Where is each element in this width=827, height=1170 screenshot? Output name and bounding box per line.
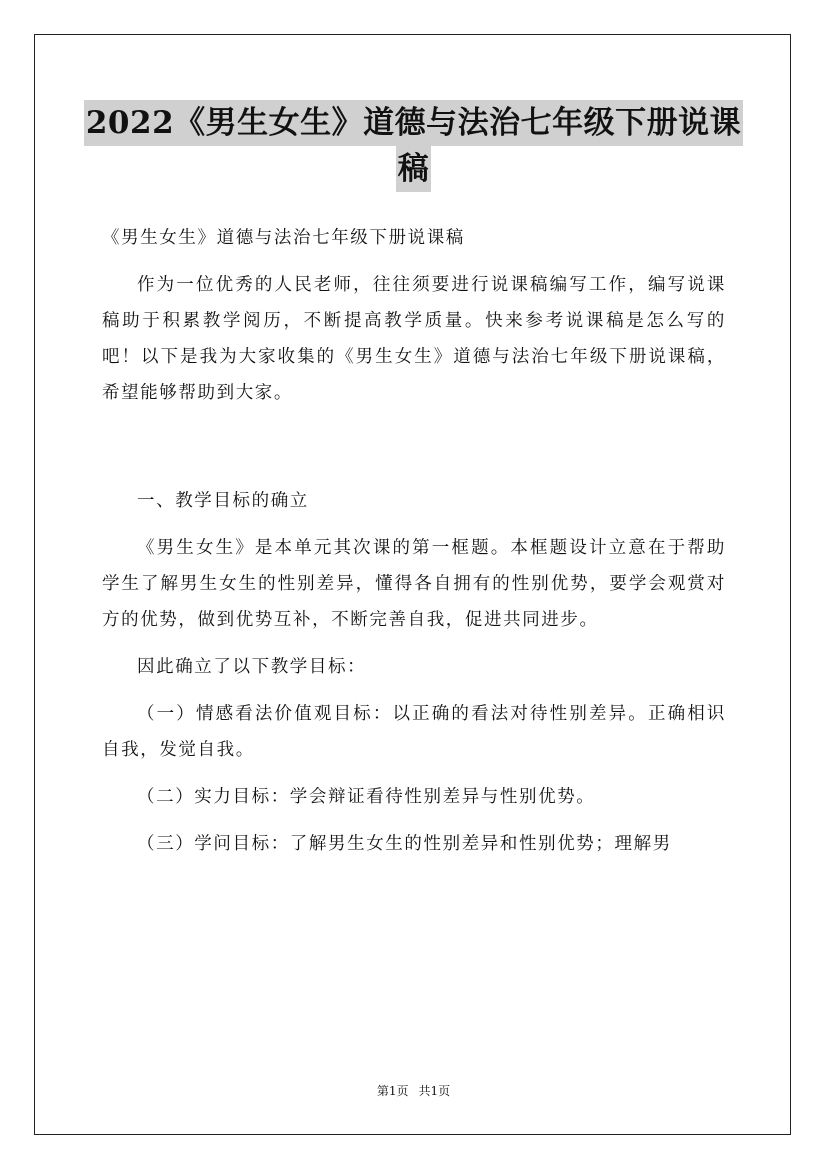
paragraph-goal-1: （一）情感看法价值观目标：以正确的看法对待性别差异。正确相识自我，发觉自我。: [102, 704, 726, 760]
paragraph-goals-intro: 因此确立了以下教学目标：: [137, 657, 367, 677]
page-number-total: 共1页: [418, 1084, 451, 1098]
paragraph-goal-2: （二）实力目标：学会辩证看待性别差异与性别优势。: [137, 787, 596, 807]
section-heading-1: 一、教学目标的确立: [137, 491, 309, 511]
paragraph-intro: 作为一位优秀的人民老师，往往须要进行说课稿编写工作，编写说课稿助于积累教学阅历，不断提高教学质量。快来参考说课稿是怎么写的吧！以下是我为大家收集的《男生女生》道德与法治七年级下册说课稿，希望能够帮助到大家。: [102, 275, 726, 403]
document-title: [60, 100, 767, 192]
page-number-current: 第1页: [376, 1084, 409, 1098]
title-line-1: 2022《男生女生》道德与法治七年级下册说课: [84, 100, 743, 146]
paragraph-goal-3: （三）学问目标：了解男生女生的性别差异和性别优势；理解男: [137, 834, 672, 854]
paragraph-gap: [102, 411, 726, 483]
paragraph-section1: 《男生女生》是本单元其次课的第一框题。本框题设计立意在于帮助学生了解男生女生的性别差异，懂得各自拥有的性别优势，要学会观赏对方的优势，做到优势互补，不断完善自我，促进共同进步。: [102, 538, 726, 630]
document-subtitle: 《男生女生》道德与法治七年级下册说课稿: [102, 228, 465, 248]
title-line-2: 稿: [396, 146, 432, 192]
document-body: [102, 220, 726, 862]
page-footer: [0, 1082, 827, 1099]
